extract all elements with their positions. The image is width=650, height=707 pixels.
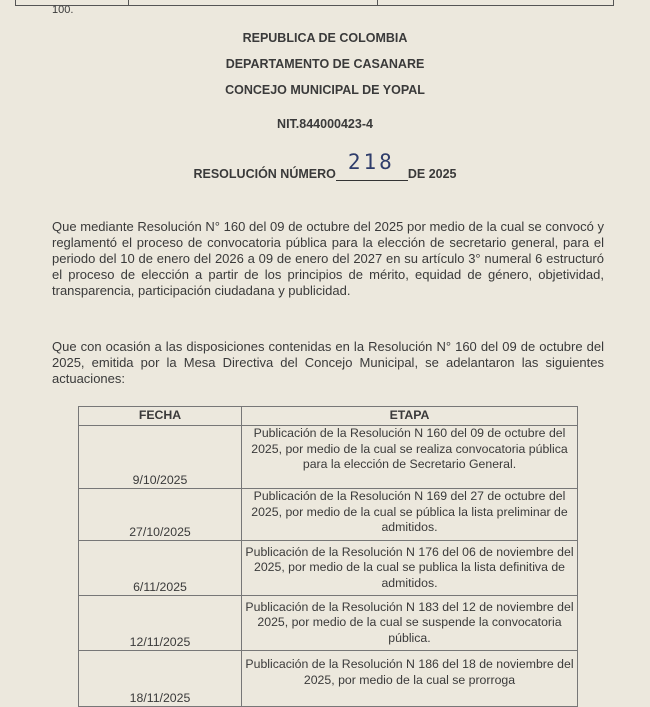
table-row: [79, 426, 578, 489]
cell-fecha: 6/11/2025: [79, 541, 242, 596]
table-row: [79, 651, 578, 707]
header-fecha: FECHA: [79, 407, 242, 426]
cell-fecha: 18/11/2025: [79, 651, 242, 707]
resolution-prefix: RESOLUCIÓN NÚMERO: [193, 167, 336, 181]
page-number: 100.: [52, 4, 74, 16]
cell-etapa-text: Publicación de la Resolución N 186 del 18 de noviembre del 2025, por medio de la cual se prorroga: [245, 657, 574, 687]
resolution-number: 218: [347, 150, 395, 174]
cell-fecha: 12/11/2025: [79, 596, 242, 651]
table-row: [79, 541, 578, 596]
resolution-title: [0, 150, 650, 181]
header-council: CONCEJO MUNICIPAL DE YOPAL: [225, 83, 425, 97]
header-nit: NIT.844000423-4: [277, 117, 373, 131]
header-country: REPUBLICA DE COLOMBIA: [242, 31, 408, 45]
resolution-suffix: DE 2025: [407, 167, 457, 181]
cell-etapa: Publicación de la Resolución N 183 del 12 de noviembre del 2025, por medio de la cual se suspende la convocatoria pública.: [242, 596, 578, 651]
table-row: [79, 489, 578, 541]
resolution-number-blank: [336, 150, 408, 181]
cell-etapa: [242, 651, 578, 707]
paragraph-2: Que con ocasión a las disposiciones contenidas en la Resolución N° 160 del 09 de octubre del 2025, emitida por la Mesa Directiva del Concejo Municipal, se adelantaron las siguientes actuaciones:: [52, 339, 604, 386]
cell-fecha: 27/10/2025: [79, 489, 242, 541]
header-department: DEPARTAMENTO DE CASANARE: [225, 57, 425, 71]
previous-page-table-edge: [15, 0, 614, 6]
cell-etapa: Publicación de la Resolución N 176 del 06 de noviembre del 2025, por medio de la cual se publica la lista definitiva de admitidos.: [242, 541, 578, 596]
header-etapa: ETAPA: [242, 407, 578, 426]
actions-table: [78, 406, 578, 707]
cell-etapa: Publicación de la Resolución N 160 del 09 de octubre del 2025, por medio de la cual se realiza convocatoria pública para la elección de Secretario General.: [242, 426, 578, 489]
cell-etapa: Publicación de la Resolución N 169 del 27 de octubre del 2025, por medio de la cual se pública la lista preliminar de admitidos.: [242, 489, 578, 541]
paragraph-1: Que mediante Resolución N° 160 del 09 de octubre del 2025 por medio de la cual se convocó y reglamentó el proceso de convocatoria pública para la elección de secretario general, para el periodo del 10 de enero del 2026 a 09 de enero del 2027 en su artículo 3° numeral 6 estructuró el proceso de elección a partir de los principios de mérito, equidad de género, objetividad, transparencia, participación ciudadana y publicidad.: [52, 219, 604, 298]
table-row: [79, 596, 578, 651]
cell-fecha: 9/10/2025: [79, 426, 242, 489]
table-header-row: [79, 407, 578, 426]
